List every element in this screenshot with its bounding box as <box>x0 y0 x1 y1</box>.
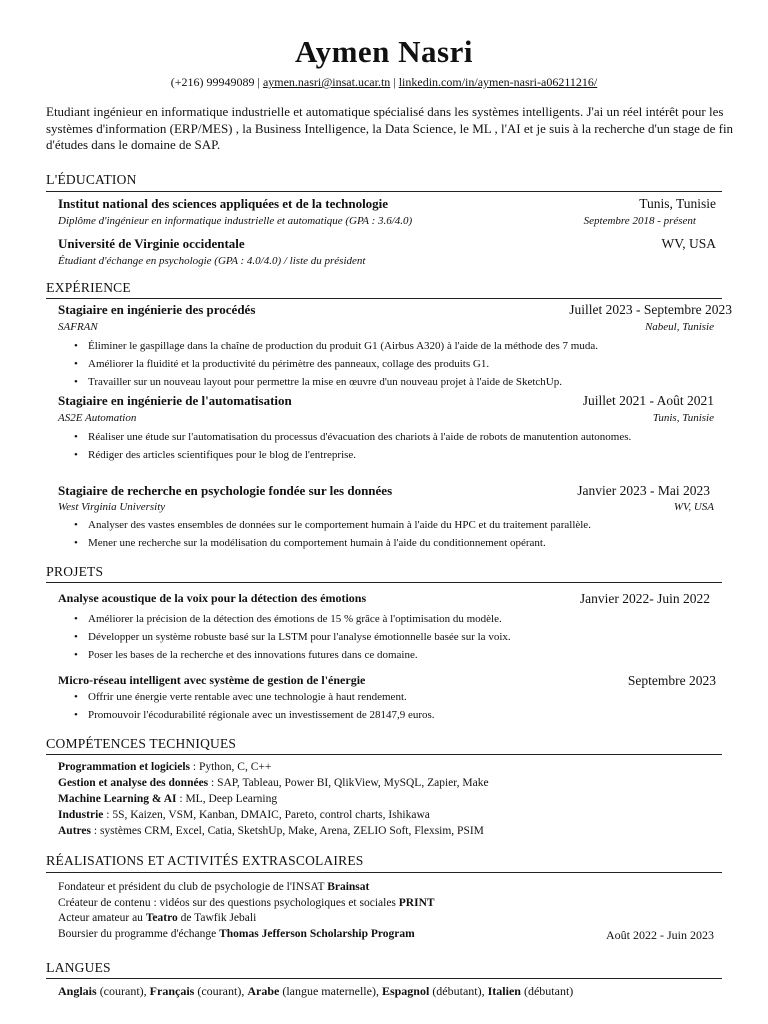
linkedin-link[interactable]: linkedin.com/in/aymen-nasri-a06211216/ <box>398 75 598 89</box>
activity-line: Fondateur et président du club de psychologie de l'INSAT Brainsat <box>58 881 370 893</box>
section-title-education: L'ÉDUCATION <box>46 172 137 188</box>
skill-line: Autres : systèmes CRM, Excel, Catia, SketshUp, Make, Arena, ZELIO Soft, Flexsim, PSIM <box>58 825 484 837</box>
email-link[interactable]: aymen.nasri@insat.ucar.tn <box>262 75 391 89</box>
activity-line: Acteur amateur au Teatro de Tawfik Jebali <box>58 912 257 924</box>
phone-number: (+216) 99949089 <box>170 75 255 89</box>
job-location: Nabeul, Tunisie <box>644 321 714 333</box>
profile-summary: Etudiant ingénieur en informatique industrielle et automatique spécialisé dans les systèmes intelligents. J'ai un réel intérêt pour les systèmes d'information (ERP/MES) , la Business Intelligence, la Data Science, le ML , l'AI et je suis à la recherche d'un stage de fin d'études dans le domaine de SAP. <box>46 104 734 152</box>
list-item: • Mener une recherche sur la modélisation du comportement humain à l'aide du conditionnement opérant. <box>74 536 714 550</box>
school-name: Université de Virginie occidentale <box>58 236 245 251</box>
activity-line: Créateur de contenu : vidéos sur des questions psychologiques et sociales PRINT <box>58 896 435 909</box>
section-divider <box>46 191 722 192</box>
language-name: Italien <box>487 984 521 998</box>
activity-line: Boursier du programme d'échange Thomas Jefferson Scholarship Program <box>58 927 415 940</box>
activity-dates-row <box>58 928 716 944</box>
degree: Étudiant d'échange en psychologie (GPA : 4.0/4.0) / liste du président <box>58 255 366 267</box>
experience-entry <box>58 483 716 501</box>
list-item: • Améliorer la précision de la détection des émotions de 15 % grâce à l'optimisation du modèle. <box>74 612 714 626</box>
languages-line: Anglais (courant), Français (courant), Arabe (langue maternelle), Espagnol (débutant), Italien (débutant) <box>58 984 574 998</box>
job-location: WV, USA <box>673 501 714 513</box>
list-item: • Éliminer le gaspillage dans la chaîne de production du produit G1 (Airbus A320) à l'aide de la méthode des 7 muda. <box>74 339 714 353</box>
skill-line: Industrie : 5S, Kaizen, VSM, Kanban, DMAIC, Pareto, control charts, Ishikawa <box>58 809 430 821</box>
list-item: • Promouvoir l'écodurabilité régionale avec un investissement de 28147,9 euros. <box>74 708 714 722</box>
school-location: WV, USA <box>661 236 716 251</box>
language-name: Espagnol <box>381 984 430 998</box>
education-entry <box>58 196 716 214</box>
job-dates: Juillet 2021 - Août 2021 <box>582 393 714 408</box>
project-entry <box>58 591 716 609</box>
separator: | <box>257 75 260 89</box>
project-bullets <box>74 690 714 726</box>
list-item: • Travailler sur un nouveau layout pour permettre la mise en œuvre d'un nouveau projet à l'aide de SketchUp. <box>74 375 714 389</box>
separator: | <box>393 75 396 89</box>
job-location: Tunis, Tunisie <box>652 412 714 424</box>
activity-dates: Août 2022 - Juin 2023 <box>606 928 714 942</box>
project-title: Micro-réseau intelligent avec système de gestion de l'énergie <box>58 673 366 687</box>
list-item: • Poser les bases de la recherche et des innovations futures dans ce domaine. <box>74 648 714 662</box>
project-entry <box>58 673 716 691</box>
list-item: • Analyser des vastes ensembles de données sur le comportement humain à l'aide du HPC et du traitement parallèle. <box>74 518 714 532</box>
degree: Diplôme d'ingénieur en informatique industrielle et automatique (GPA : 3.6/4.0) <box>58 215 413 227</box>
section-divider <box>46 754 722 755</box>
section-divider <box>46 582 722 583</box>
experience-entry <box>58 393 716 411</box>
job-title: Stagiaire de recherche en psychologie fondée sur les données <box>58 483 393 498</box>
job-company-line <box>58 412 716 427</box>
contact-line <box>0 75 768 90</box>
list-item: • Offrir une énergie verte rentable avec une technologie à haut rendement. <box>74 690 714 704</box>
section-title-activities: RÉALISATIONS ET ACTIVITÉS EXTRASCOLAIRES <box>46 853 364 869</box>
section-title-projects: PROJETS <box>46 564 104 580</box>
job-dates: Juillet 2023 - Septembre 2023 <box>569 302 732 317</box>
section-divider <box>46 978 722 979</box>
project-bullets <box>74 612 714 666</box>
job-title: Stagiaire en ingénierie des procédés <box>58 302 256 317</box>
education-details <box>58 215 716 230</box>
list-item: • Améliorer la fluidité et la productivité du périmètre des panneaux, collage des produits G1. <box>74 357 714 371</box>
job-bullets <box>74 430 704 466</box>
list-item: • Développer un système robuste basé sur la LSTM pour l'analyse émotionnelle basée sur la voix. <box>74 630 714 644</box>
section-title-languages: LANGUES <box>46 960 111 976</box>
job-dates: Janvier 2023 - Mai 2023 <box>577 483 710 498</box>
language-name: Français <box>149 984 195 998</box>
company-name: West Virginia University <box>58 501 166 513</box>
job-bullets <box>74 339 714 393</box>
education-dates: Septembre 2018 - présent <box>583 215 696 227</box>
list-item: • Rédiger des articles scientifiques pour le blog de l'entreprise. <box>74 448 704 462</box>
candidate-name: Aymen Nasri <box>295 34 473 69</box>
job-company-line <box>58 321 716 336</box>
project-dates: Janvier 2022- Juin 2022 <box>579 591 710 606</box>
job-company-line <box>58 501 716 516</box>
school-location: Tunis, Tunisie <box>639 196 716 211</box>
section-title-skills: COMPÉTENCES TECHNIQUES <box>46 736 237 752</box>
skills-list <box>58 759 718 839</box>
section-divider <box>46 298 722 299</box>
company-name: SAFRAN <box>58 321 98 333</box>
project-title: Analyse acoustique de la voix pour la détection des émotions <box>58 591 367 605</box>
education-entry <box>58 236 716 254</box>
section-divider <box>46 872 722 873</box>
company-name: AS2E Automation <box>58 412 137 424</box>
job-bullets <box>74 518 714 554</box>
job-title: Stagiaire en ingénierie de l'automatisation <box>58 393 292 408</box>
section-title-experience: EXPÉRIENCE <box>46 280 131 296</box>
language-name: Anglais <box>58 984 97 998</box>
experience-entry <box>58 302 732 320</box>
list-item: • Réaliser une étude sur l'automatisation du processus d'évacuation des chariots à l'aide de robots de manutention autonomes. <box>74 430 704 444</box>
project-dates: Septembre 2023 <box>627 673 716 688</box>
language-name: Arabe <box>247 984 280 998</box>
skill-line: Programmation et logiciels : Python, C, C++ <box>58 761 272 773</box>
education-details <box>58 255 716 270</box>
skill-line: Machine Learning & AI : ML, Deep Learning <box>58 793 278 805</box>
skill-line: Gestion et analyse des données : SAP, Tableau, Power BI, QlikView, MySQL, Zapier, Make <box>58 777 489 789</box>
school-name: Institut national des sciences appliquées et de la technologie <box>58 196 389 211</box>
